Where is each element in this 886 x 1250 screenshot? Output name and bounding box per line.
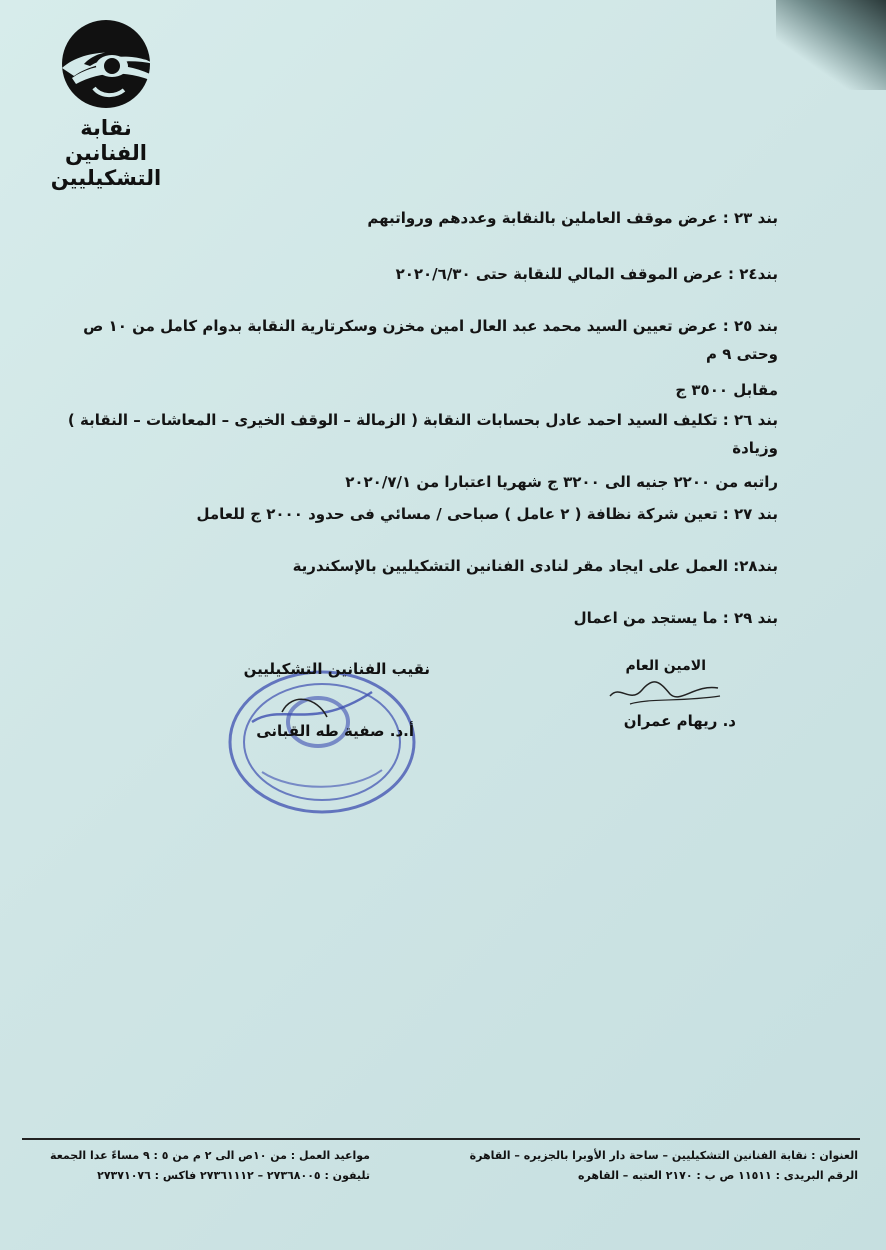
- footer-contact: [30, 1146, 370, 1186]
- footer-address-line: العنوان : نقابة الفنانين التشكيليين – ساحة دار الأوبرا بالجزيره – القاهرة: [469, 1149, 858, 1162]
- agenda-item-text: بند٢٨: العمل على ايجاد مقر لنادى الفنانين التشكيليين بالإسكندرية: [292, 557, 778, 575]
- agenda-item-text: بند ٢٣ : عرض موقف العاملين بالنقابة وعددهم ورواتبهم: [367, 209, 778, 227]
- agenda-item-29: [58, 604, 778, 632]
- syndicate-logo: [50, 18, 162, 191]
- logo-line-1: نقابة: [80, 116, 132, 140]
- agenda-item-27: [58, 500, 778, 528]
- agenda-item-23: [58, 204, 778, 232]
- agenda-item-continuation: راتبه من ٢٢٠٠ جنيه الى ٣٢٠٠ ج شهريا اعتبارا من ٢٠٢٠/٧/١: [345, 473, 778, 491]
- logo-line-3: التشكيليين: [50, 166, 162, 190]
- agenda-item-continuation: مقابل ٣٥٠٠ ج: [675, 381, 778, 399]
- agenda-item-text: بند ٢٧ : تعين شركة نظافة ( ٢ عامل ) صباحى / مسائي فى حدود ٢٠٠٠ ج للعامل: [196, 505, 778, 523]
- agenda-item-25: [58, 312, 778, 404]
- agenda-item-28: [58, 552, 778, 580]
- eye-emblem-icon: [54, 18, 158, 110]
- logo-wordmark: [50, 116, 162, 191]
- agenda-item-text: بند ٢٦ : تكليف السيد احمد عادل بحسابات النقابة ( الزمالة – الوقف الخيرى – المعاشات – النقابة ) وزيادة: [67, 411, 778, 457]
- footer-postal-line: الرقم البريدى : ١١٥١١ ص ب : ٢١٧٠ العتبه – القاهره: [578, 1169, 858, 1182]
- agenda-item-26: [58, 406, 778, 496]
- agenda-item-text: بند ٢٥ : عرض تعيين السيد محمد عبد العال امين مخزن وسكرتارية النقابة بدوام كامل من ١٠ ص وحتى ٩ م: [83, 317, 778, 363]
- page-corner-shadow: [776, 0, 886, 90]
- footer-hours-line: مواعيد العمل : من ١٠ص الى ٢ م من ٥ : ٩ مساءً عدا الجمعة: [50, 1149, 370, 1162]
- agenda-item-24: [58, 260, 778, 288]
- logo-line-2: الفنانين: [64, 141, 147, 165]
- signature-name: د. ريهام عمران: [623, 712, 736, 730]
- agenda-item-text: بند٢٤ : عرض الموقف المالي للنقابة حتى ٢٠٢٠/٦/٣٠: [395, 265, 778, 283]
- agenda-item-text: بند ٢٩ : ما يستجد من اعمال: [573, 609, 778, 627]
- signature-title: الامين العام: [625, 658, 706, 674]
- footer-address: [458, 1146, 858, 1186]
- footer-divider: [22, 1138, 860, 1140]
- handwritten-signature-icon: [600, 664, 730, 714]
- signature-name: أ.د. صفية طه القبانى: [256, 722, 414, 740]
- footer-phone-line: تليفون : ٢٧٣٦٨٠٠٥ – ٢٧٣٦١١١٢ فاكس : ٢٧٣٧١٠٧٦: [97, 1169, 370, 1182]
- signature-title: نقيب الفنانين التشكيليين: [243, 660, 430, 678]
